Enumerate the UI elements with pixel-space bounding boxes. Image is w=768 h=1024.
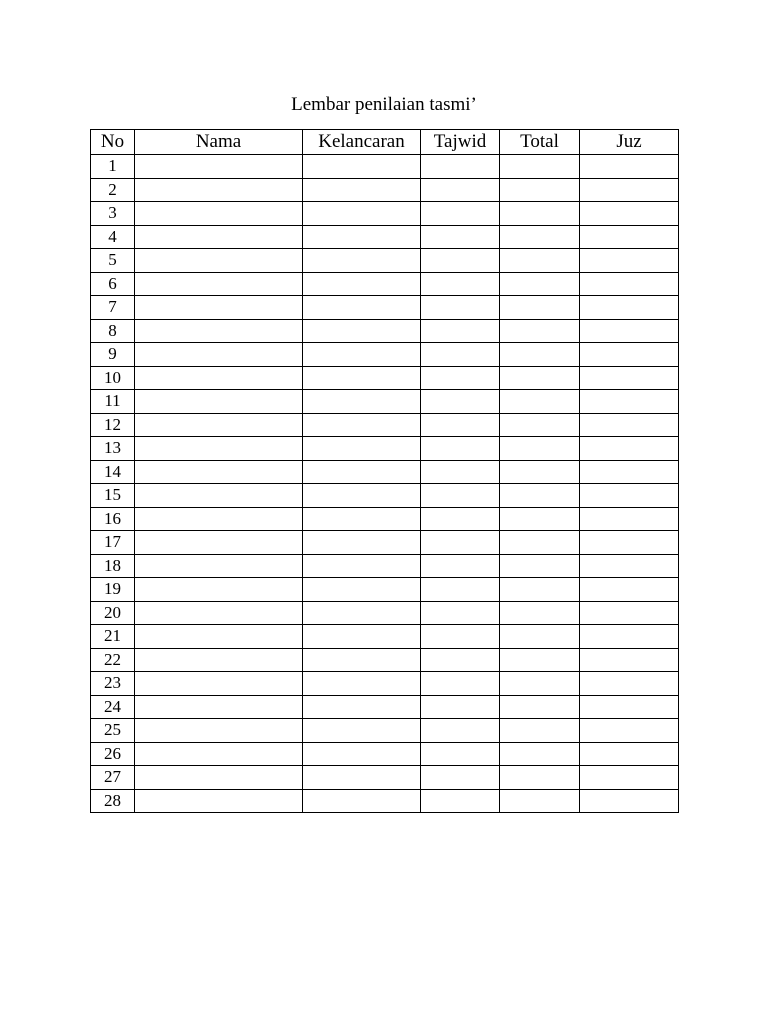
kelancaran-cell <box>303 672 421 696</box>
table-row <box>91 766 679 790</box>
tajwid-cell <box>421 155 500 179</box>
nama-cell <box>135 554 303 578</box>
table-row <box>91 366 679 390</box>
table-row <box>91 225 679 249</box>
kelancaran-cell <box>303 249 421 273</box>
table-row <box>91 343 679 367</box>
total-cell <box>500 507 580 531</box>
column-header-total: Total <box>500 130 580 155</box>
table-header-row <box>91 130 679 155</box>
row-number-cell: 3 <box>91 202 135 226</box>
table-row <box>91 202 679 226</box>
kelancaran-cell <box>303 719 421 743</box>
tajwid-cell <box>421 225 500 249</box>
nama-cell <box>135 601 303 625</box>
juz-cell <box>580 413 679 437</box>
row-number-cell: 12 <box>91 413 135 437</box>
tajwid-cell <box>421 366 500 390</box>
kelancaran-cell <box>303 178 421 202</box>
total-cell <box>500 413 580 437</box>
row-number-cell: 7 <box>91 296 135 320</box>
total-cell <box>500 249 580 273</box>
table-body <box>91 155 679 813</box>
tajwid-cell <box>421 578 500 602</box>
kelancaran-cell <box>303 507 421 531</box>
juz-cell <box>580 625 679 649</box>
kelancaran-cell <box>303 366 421 390</box>
total-cell <box>500 437 580 461</box>
score-table <box>90 129 679 813</box>
table-row <box>91 460 679 484</box>
kelancaran-cell <box>303 531 421 555</box>
nama-cell <box>135 789 303 813</box>
kelancaran-cell <box>303 766 421 790</box>
total-cell <box>500 531 580 555</box>
total-cell <box>500 343 580 367</box>
juz-cell <box>580 554 679 578</box>
table-row <box>91 390 679 414</box>
tajwid-cell <box>421 437 500 461</box>
total-cell <box>500 155 580 179</box>
total-cell <box>500 366 580 390</box>
juz-cell <box>580 742 679 766</box>
row-number-cell: 4 <box>91 225 135 249</box>
row-number-cell: 17 <box>91 531 135 555</box>
nama-cell <box>135 625 303 649</box>
total-cell <box>500 484 580 508</box>
kelancaran-cell <box>303 155 421 179</box>
tajwid-cell <box>421 272 500 296</box>
juz-cell <box>580 155 679 179</box>
table-row <box>91 178 679 202</box>
table-row <box>91 601 679 625</box>
tajwid-cell <box>421 695 500 719</box>
nama-cell <box>135 766 303 790</box>
tajwid-cell <box>421 742 500 766</box>
juz-cell <box>580 437 679 461</box>
juz-cell <box>580 390 679 414</box>
nama-cell <box>135 343 303 367</box>
nama-cell <box>135 178 303 202</box>
row-number-cell: 5 <box>91 249 135 273</box>
total-cell <box>500 766 580 790</box>
table-row <box>91 319 679 343</box>
table-row <box>91 272 679 296</box>
column-header-kelancaran: Kelancaran <box>303 130 421 155</box>
total-cell <box>500 625 580 649</box>
nama-cell <box>135 437 303 461</box>
row-number-cell: 18 <box>91 554 135 578</box>
total-cell <box>500 202 580 226</box>
nama-cell <box>135 672 303 696</box>
row-number-cell: 23 <box>91 672 135 696</box>
column-header-nama: Nama <box>135 130 303 155</box>
tajwid-cell <box>421 601 500 625</box>
tajwid-cell <box>421 296 500 320</box>
total-cell <box>500 296 580 320</box>
nama-cell <box>135 742 303 766</box>
table-row <box>91 625 679 649</box>
nama-cell <box>135 719 303 743</box>
juz-cell <box>580 695 679 719</box>
row-number-cell: 14 <box>91 460 135 484</box>
table-row <box>91 672 679 696</box>
nama-cell <box>135 484 303 508</box>
nama-cell <box>135 366 303 390</box>
juz-cell <box>580 343 679 367</box>
tajwid-cell <box>421 672 500 696</box>
row-number-cell: 8 <box>91 319 135 343</box>
total-cell <box>500 178 580 202</box>
table-row <box>91 554 679 578</box>
kelancaran-cell <box>303 484 421 508</box>
nama-cell <box>135 319 303 343</box>
total-cell <box>500 601 580 625</box>
juz-cell <box>580 789 679 813</box>
row-number-cell: 15 <box>91 484 135 508</box>
table-row <box>91 437 679 461</box>
juz-cell <box>580 507 679 531</box>
juz-cell <box>580 225 679 249</box>
total-cell <box>500 272 580 296</box>
row-number-cell: 20 <box>91 601 135 625</box>
juz-cell <box>580 366 679 390</box>
nama-cell <box>135 225 303 249</box>
juz-cell <box>580 672 679 696</box>
nama-cell <box>135 531 303 555</box>
total-cell <box>500 672 580 696</box>
total-cell <box>500 460 580 484</box>
kelancaran-cell <box>303 437 421 461</box>
table-row <box>91 695 679 719</box>
kelancaran-cell <box>303 742 421 766</box>
kelancaran-cell <box>303 460 421 484</box>
kelancaran-cell <box>303 695 421 719</box>
table-row <box>91 648 679 672</box>
table-row <box>91 531 679 555</box>
tajwid-cell <box>421 554 500 578</box>
row-number-cell: 22 <box>91 648 135 672</box>
kelancaran-cell <box>303 272 421 296</box>
nama-cell <box>135 272 303 296</box>
nama-cell <box>135 390 303 414</box>
table-row <box>91 413 679 437</box>
total-cell <box>500 742 580 766</box>
tajwid-cell <box>421 531 500 555</box>
tajwid-cell <box>421 249 500 273</box>
nama-cell <box>135 296 303 320</box>
tajwid-cell <box>421 202 500 226</box>
juz-cell <box>580 202 679 226</box>
row-number-cell: 24 <box>91 695 135 719</box>
row-number-cell: 11 <box>91 390 135 414</box>
total-cell <box>500 554 580 578</box>
juz-cell <box>580 296 679 320</box>
tajwid-cell <box>421 484 500 508</box>
nama-cell <box>135 695 303 719</box>
tajwid-cell <box>421 719 500 743</box>
nama-cell <box>135 578 303 602</box>
nama-cell <box>135 155 303 179</box>
juz-cell <box>580 319 679 343</box>
table-row <box>91 296 679 320</box>
table-row <box>91 789 679 813</box>
table-row <box>91 249 679 273</box>
table-row <box>91 719 679 743</box>
tajwid-cell <box>421 319 500 343</box>
row-number-cell: 9 <box>91 343 135 367</box>
column-header-juz: Juz <box>580 130 679 155</box>
juz-cell <box>580 531 679 555</box>
column-header-no: No <box>91 130 135 155</box>
nama-cell <box>135 648 303 672</box>
row-number-cell: 26 <box>91 742 135 766</box>
kelancaran-cell <box>303 413 421 437</box>
row-number-cell: 2 <box>91 178 135 202</box>
total-cell <box>500 225 580 249</box>
juz-cell <box>580 484 679 508</box>
kelancaran-cell <box>303 319 421 343</box>
total-cell <box>500 319 580 343</box>
kelancaran-cell <box>303 601 421 625</box>
total-cell <box>500 719 580 743</box>
juz-cell <box>580 578 679 602</box>
table-row <box>91 507 679 531</box>
row-number-cell: 25 <box>91 719 135 743</box>
kelancaran-cell <box>303 648 421 672</box>
kelancaran-cell <box>303 625 421 649</box>
kelancaran-cell <box>303 202 421 226</box>
tajwid-cell <box>421 789 500 813</box>
kelancaran-cell <box>303 789 421 813</box>
column-header-tajwid: Tajwid <box>421 130 500 155</box>
nama-cell <box>135 249 303 273</box>
kelancaran-cell <box>303 296 421 320</box>
row-number-cell: 16 <box>91 507 135 531</box>
tajwid-cell <box>421 343 500 367</box>
kelancaran-cell <box>303 578 421 602</box>
tajwid-cell <box>421 460 500 484</box>
table-row <box>91 484 679 508</box>
nama-cell <box>135 202 303 226</box>
nama-cell <box>135 460 303 484</box>
row-number-cell: 10 <box>91 366 135 390</box>
tajwid-cell <box>421 413 500 437</box>
row-number-cell: 13 <box>91 437 135 461</box>
juz-cell <box>580 766 679 790</box>
tajwid-cell <box>421 390 500 414</box>
kelancaran-cell <box>303 554 421 578</box>
row-number-cell: 28 <box>91 789 135 813</box>
tajwid-cell <box>421 507 500 531</box>
juz-cell <box>580 178 679 202</box>
juz-cell <box>580 648 679 672</box>
table-row <box>91 578 679 602</box>
juz-cell <box>580 460 679 484</box>
nama-cell <box>135 507 303 531</box>
row-number-cell: 27 <box>91 766 135 790</box>
row-number-cell: 19 <box>91 578 135 602</box>
juz-cell <box>580 272 679 296</box>
tajwid-cell <box>421 178 500 202</box>
kelancaran-cell <box>303 390 421 414</box>
total-cell <box>500 578 580 602</box>
row-number-cell: 6 <box>91 272 135 296</box>
table-row <box>91 742 679 766</box>
nama-cell <box>135 413 303 437</box>
juz-cell <box>580 601 679 625</box>
row-number-cell: 21 <box>91 625 135 649</box>
juz-cell <box>580 719 679 743</box>
total-cell <box>500 789 580 813</box>
total-cell <box>500 648 580 672</box>
kelancaran-cell <box>303 225 421 249</box>
total-cell <box>500 695 580 719</box>
juz-cell <box>580 249 679 273</box>
row-number-cell: 1 <box>91 155 135 179</box>
total-cell <box>500 390 580 414</box>
tajwid-cell <box>421 648 500 672</box>
table-row <box>91 155 679 179</box>
kelancaran-cell <box>303 343 421 367</box>
tajwid-cell <box>421 766 500 790</box>
tajwid-cell <box>421 625 500 649</box>
page-title: Lembar penilaian tasmi’ <box>291 94 477 115</box>
